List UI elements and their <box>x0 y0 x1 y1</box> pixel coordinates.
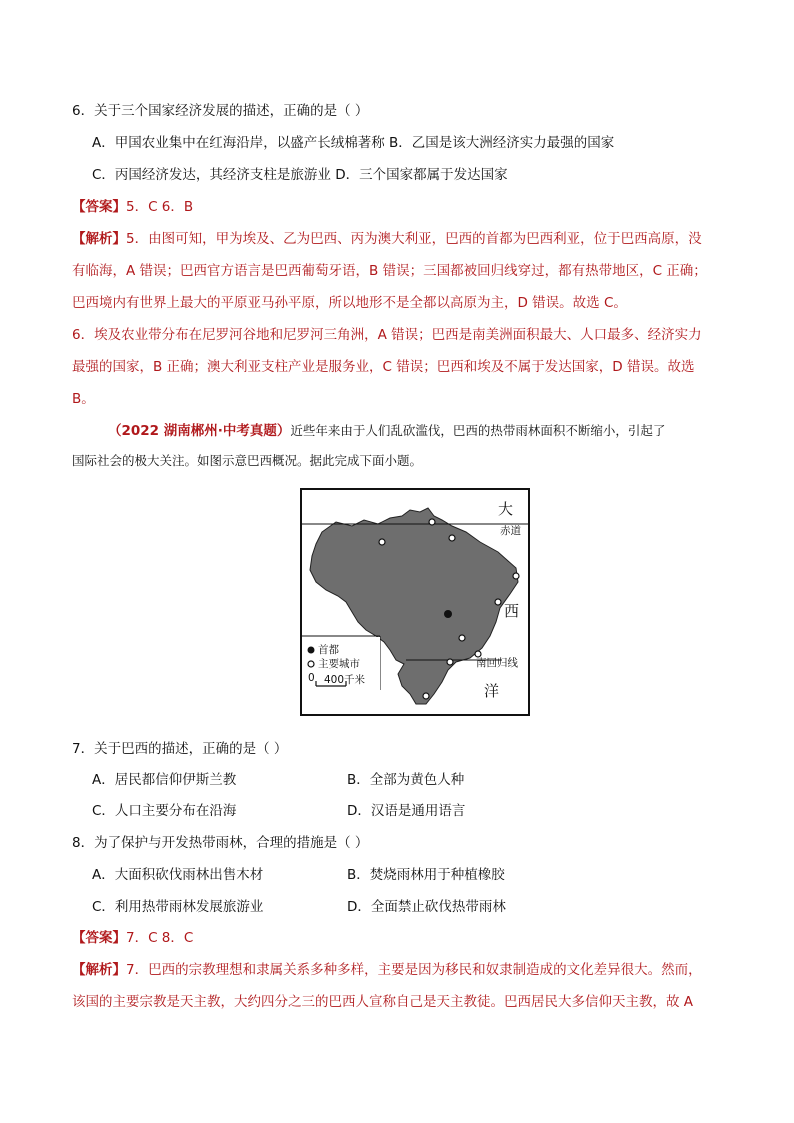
equator-label: 赤道 <box>500 525 521 537</box>
answer-text: 7．C 8．C <box>126 930 194 946</box>
q7-option-a: A．居民都信仰伊斯兰教 <box>92 772 237 788</box>
explanation-line-6: B。 <box>72 391 95 407</box>
city-marker <box>459 635 465 641</box>
q7-option-d: D．汉语是通用语言 <box>347 803 466 819</box>
intro-line-1 <box>108 422 665 440</box>
legend-city-label: 主要城市 <box>318 658 360 670</box>
explanation-line-1 <box>72 230 702 248</box>
q6-options-ab: A．甲国农业集中在红海沿岸，以盛产长绒棉著称 B．乙国是该大洲经济实力最强的国家 <box>92 135 615 151</box>
intro-line-2: 国际社会的极大关注。如图示意巴西概况。据此完成下面小题。 <box>72 453 423 468</box>
explanation2-line-1 <box>72 961 702 979</box>
tropic-label: 南回归线 <box>476 657 518 669</box>
scale-distance-label: 400千米 <box>324 674 366 686</box>
answer-block-1 <box>72 198 193 216</box>
explanation-line-5: 最强的国家，B 正确；澳大利亚支柱产业是服务业，C 错误；巴西和埃及不属于发达国家，D 错误。故选 <box>72 359 695 375</box>
intro-text-1: 近些年来由于人们乱砍滥伐，巴西的热带雨林面积不断缩小，引起了 <box>290 423 666 438</box>
answer-text: 5．C 6．B <box>126 199 194 215</box>
capital-marker <box>444 610 452 618</box>
q8-option-a: A．大面积砍伐雨林出售木材 <box>92 867 264 883</box>
explanation-line-2: 有临海，A 错误；巴西官方语言是巴西葡萄牙语，B 错误；三国都被回归线穿过，都有热带地区，C 正确； <box>72 263 707 279</box>
ocean-label-yang: 洋 <box>484 682 500 700</box>
explanation-line-3: 巴西境内有世界上最大的平原亚马孙平原，所以地形不是全都以高原为主，D 错误。故选 C。 <box>72 295 627 311</box>
scale-zero-label: 0 <box>308 672 315 684</box>
q6-options-cd: C．丙国经济发达，其经济支柱是旅游业 D．三个国家都属于发达国家 <box>92 167 508 183</box>
explanation2-line-2: 该国的主要宗教是天主教，大约四分之三的巴西人宣称自己是天主教徒。巴西居民大多信仰天主教，故 A <box>72 994 694 1010</box>
q7-stem: 7．关于巴西的描述，正确的是（ ） <box>72 741 288 757</box>
legend-city-symbol <box>308 661 314 667</box>
city-marker <box>449 535 455 541</box>
legend-capital-symbol <box>308 647 315 654</box>
ocean-label-xi: 西 <box>504 602 520 620</box>
city-marker <box>379 539 385 545</box>
city-marker <box>447 659 453 665</box>
answer-tag: 【答案】 <box>72 930 126 946</box>
explanation-text-1: 5．由图可知，甲为埃及、乙为巴西、丙为澳大利亚，巴西的首都为巴西利亚，位于巴西高原，没 <box>126 231 702 247</box>
answer-tag: 【答案】 <box>72 199 126 215</box>
answer-block-2 <box>72 929 193 947</box>
explanation-line-4: 6．埃及农业带分布在尼罗河谷地和尼罗河三角洲，A 错误；巴西是南美洲面积最大、人口最多、经济实力 <box>72 327 702 343</box>
q8-option-c: C．利用热带雨林发展旅游业 <box>92 899 264 915</box>
city-marker <box>429 519 435 525</box>
legend-capital-label: 首都 <box>318 644 339 656</box>
q8-stem: 8．为了保护与开发热带雨林，合理的措施是（ ） <box>72 835 369 851</box>
explanation-tag: 【解析】 <box>72 231 126 247</box>
explanation-tag: 【解析】 <box>72 962 126 978</box>
city-marker <box>495 599 501 605</box>
city-marker <box>513 573 519 579</box>
ocean-label-da: 大 <box>498 500 514 518</box>
q6-stem: 6．关于三个国家经济发展的描述，正确的是（ ） <box>72 103 369 119</box>
q8-option-d: D．全面禁止砍伐热带雨林 <box>347 899 506 915</box>
q8-option-b: B．焚烧雨林用于种植橡胶 <box>347 867 505 883</box>
explanation2-text-1: 7．巴西的宗教理想和隶属关系多种多样，主要是因为移民和奴隶制造成的文化差异很大。然而， <box>126 962 702 978</box>
source-tag: （2022 湖南郴州·中考真题） <box>108 423 291 439</box>
q7-option-b: B．全部为黄色人种 <box>347 772 465 788</box>
brazil-map <box>300 488 530 716</box>
q7-option-c: C．人口主要分布在沿海 <box>92 803 237 819</box>
city-marker <box>423 693 429 699</box>
